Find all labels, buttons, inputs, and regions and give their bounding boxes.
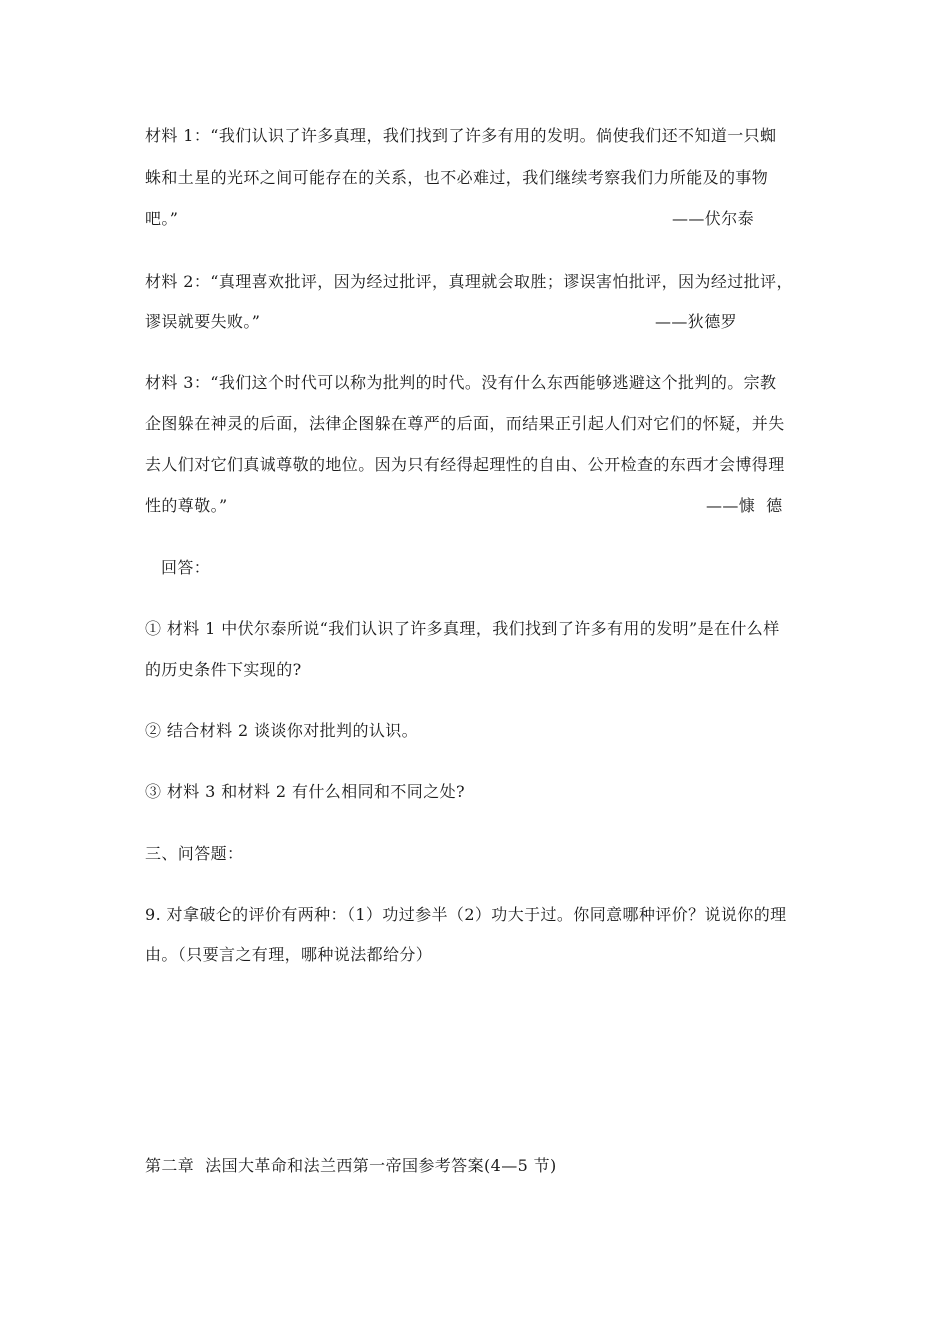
- material-1-line-2: 蛛和土星的光环之间可能存在的关系，也不必难过，我们继续考察我们力所能及的事物: [145, 168, 769, 187]
- material-3-line-1: 材料 3：“我们这个时代可以称为批判的时代。没有什么东西能够逃避这个批判的。宗教: [145, 373, 777, 392]
- material-3-line-2: 企图躲在神灵的后面，法律企图躲在尊严的后面，而结果正引起人们对它们的怀疑，并失: [145, 414, 785, 433]
- material-2-line-1: 材料 2：“真理喜欢批评，因为经过批评，真理就会取胜；谬误害怕批评，因为经过批评，: [145, 272, 793, 291]
- material-3-line-3: 去人们对它们真诚尊敬的地位。因为只有经得起理性的自由、公开检查的东西才会博得理: [145, 455, 785, 474]
- material-3-attribution: ——慷 德: [706, 496, 783, 515]
- question-2-line-1: ② 结合材料 2 谈谈你对批判的认识。: [145, 721, 419, 740]
- question-3-line-1: ③ 材料 3 和材料 2 有什么相同和不同之处?: [145, 782, 465, 801]
- material-3-line-4: 性的尊敬。”: [145, 496, 228, 515]
- material-1-line-1: 材料 1：“我们认识了许多真理，我们找到了许多有用的发明。倘使我们还不知道一只蜘: [145, 126, 777, 145]
- material-2-line-2: 谬误就要失败。”: [145, 312, 261, 331]
- section-heading: 三、问答题：: [145, 844, 244, 863]
- question-9-line-2: 由。（只要言之有理，哪种说法都给分）: [145, 945, 433, 964]
- chapter-title: 第二章 法国大革命和法兰西第一帝国参考答案(4—5 节): [145, 1156, 557, 1175]
- material-1-attribution: ——伏尔泰: [672, 209, 755, 228]
- question-1-line-1: ① 材料 1 中伏尔泰所说“我们认识了许多真理，我们找到了许多有用的发明”是在什么样: [145, 619, 780, 638]
- answer-label: 回答：: [161, 558, 211, 577]
- question-1-line-2: 的历史条件下实现的?: [145, 660, 302, 679]
- material-1-line-3: 吧。”: [145, 209, 179, 228]
- question-9-line-1: 9. 对拿破仑的评价有两种：（1）功过参半（2）功大于过。你同意哪种评价？说说你的理: [145, 905, 787, 924]
- material-2-attribution: ——狄德罗: [655, 312, 738, 331]
